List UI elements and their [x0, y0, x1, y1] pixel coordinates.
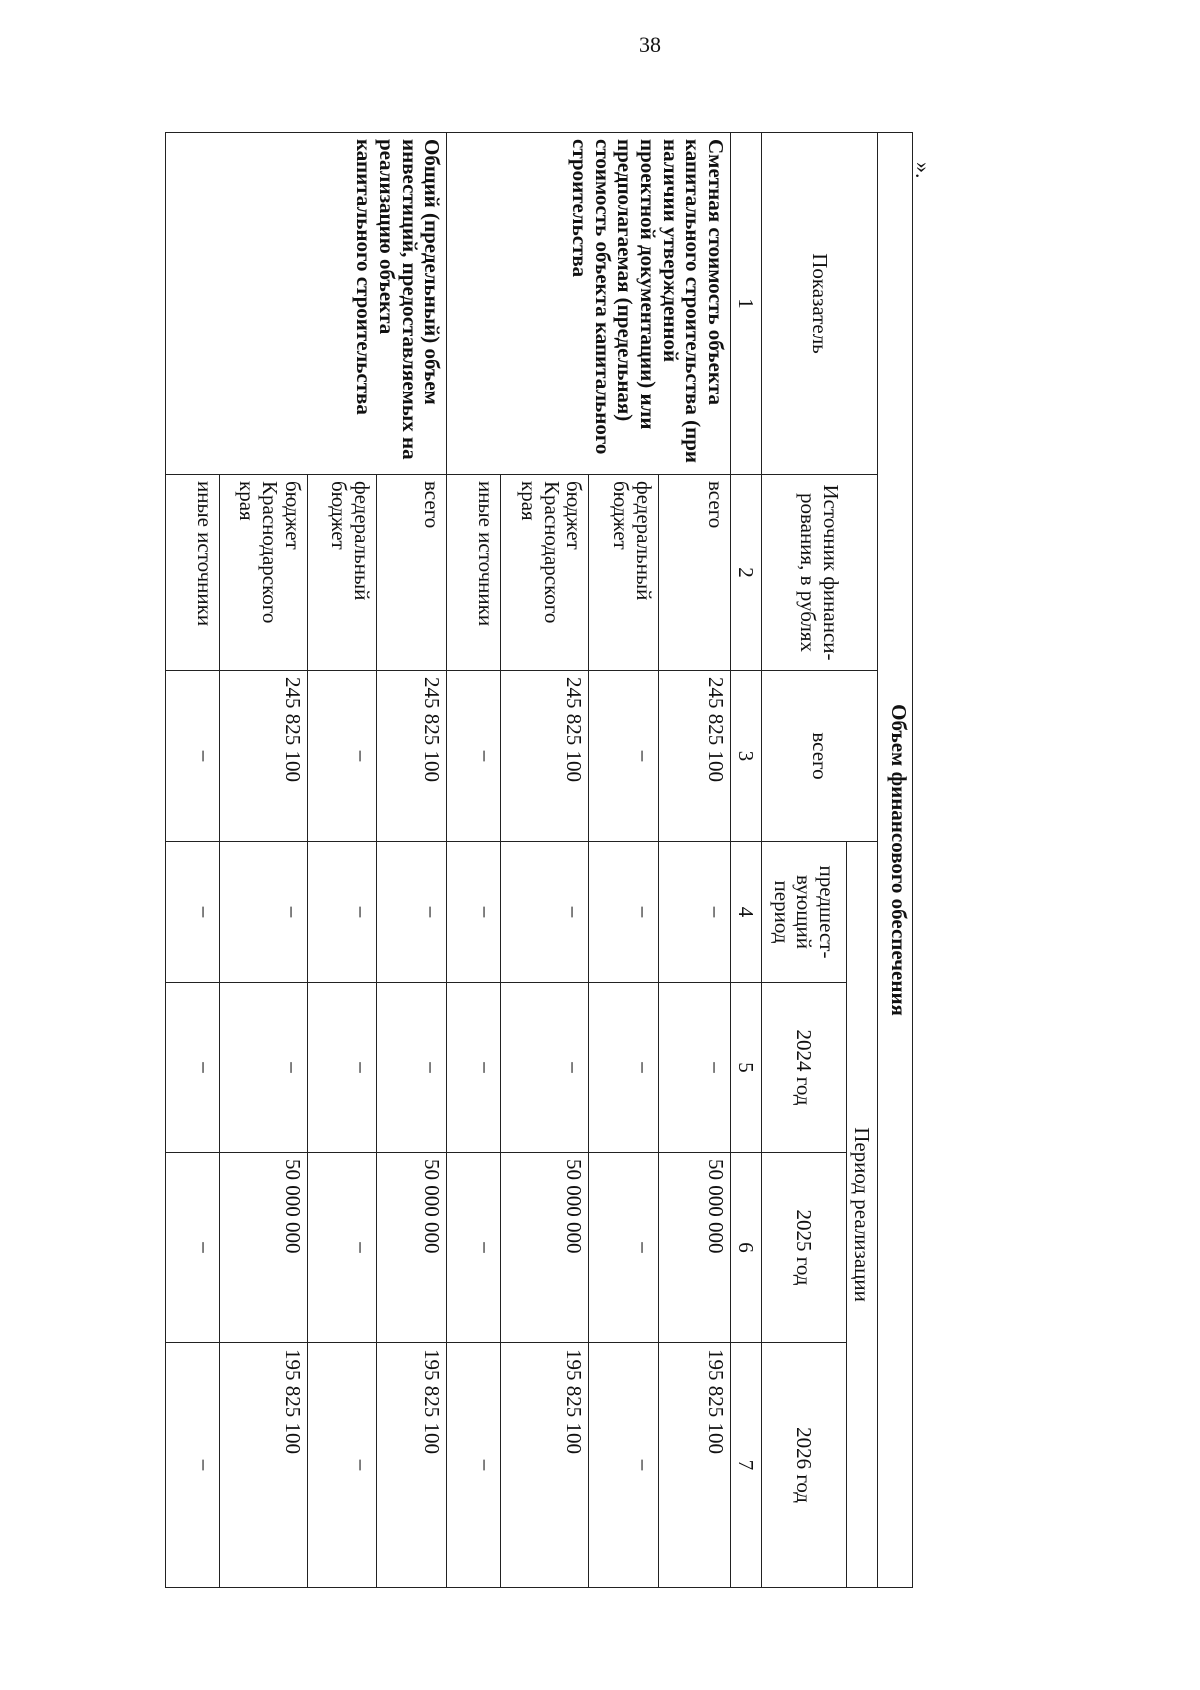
- value-cell-total: 245 825 100: [377, 671, 447, 842]
- value-cell-y2024: –: [589, 983, 658, 1153]
- source-cell: иные источники: [447, 475, 501, 671]
- value-cell-previous: –: [219, 842, 307, 983]
- value-cell-y2026: –: [589, 1343, 658, 1588]
- value-cell-y2024: –: [501, 983, 589, 1153]
- value-cell-previous: –: [658, 842, 730, 983]
- value-cell-y2026: –: [166, 1343, 220, 1588]
- value-cell-y2025: –: [589, 1153, 658, 1343]
- source-cell: всего: [658, 475, 730, 671]
- closing-quote-mark: ».: [911, 162, 936, 179]
- column-number-3: 3: [730, 671, 761, 842]
- header-indicator: Показатель: [761, 133, 877, 475]
- column-number-5: 5: [730, 983, 761, 1153]
- source-cell: всего: [377, 475, 447, 671]
- value-cell-y2024: –: [307, 983, 376, 1153]
- indicator-cell: Сметная стоимость объекта капитального строительства (при наличии утвержденной проектной документации) или предполагаемая (предельная) стоимость объекта капитального строительства: [447, 133, 730, 475]
- indicator-cell: Общий (предельный) объем инвестиций, предоставляемых на реализацию объекта капитального строительства: [166, 133, 447, 475]
- header-2026: 2026 год: [761, 1343, 846, 1588]
- source-cell: бюджет Краснодарского края: [219, 475, 307, 671]
- header-previous: предшест-вующий период: [761, 842, 846, 983]
- value-cell-y2024: –: [377, 983, 447, 1153]
- value-cell-y2025: 50 000 000: [658, 1153, 730, 1343]
- value-cell-previous: –: [166, 842, 220, 983]
- header-source: Источник финанси-рования, в рублях: [761, 475, 877, 671]
- table-title: Объем финансового обеспечения: [877, 133, 912, 1588]
- column-number-7: 7: [730, 1343, 761, 1588]
- value-cell-previous: –: [307, 842, 376, 983]
- value-cell-previous: –: [589, 842, 658, 983]
- value-cell-total: 245 825 100: [658, 671, 730, 842]
- value-cell-previous: –: [447, 842, 501, 983]
- value-cell-y2025: 50 000 000: [501, 1153, 589, 1343]
- value-cell-previous: –: [501, 842, 589, 983]
- table-row: [658, 133, 730, 1588]
- value-cell-y2026: 195 825 100: [658, 1343, 730, 1588]
- value-cell-y2026: –: [307, 1343, 376, 1588]
- value-cell-previous: –: [377, 842, 447, 983]
- value-cell-total: –: [589, 671, 658, 842]
- source-cell: федеральный бюджет: [589, 475, 658, 671]
- column-number-1: 1: [730, 133, 761, 475]
- source-cell: иные источники: [166, 475, 220, 671]
- header-period-group: Период реализации: [846, 842, 877, 1588]
- value-cell-y2024: –: [658, 983, 730, 1153]
- value-cell-y2025: –: [447, 1153, 501, 1343]
- value-cell-total: –: [447, 671, 501, 842]
- financing-table: [165, 132, 913, 1588]
- value-cell-y2026: 195 825 100: [501, 1343, 589, 1588]
- column-number-2: 2: [730, 475, 761, 671]
- value-cell-total: 245 825 100: [501, 671, 589, 842]
- value-cell-total: 245 825 100: [219, 671, 307, 842]
- column-number-4: 4: [730, 842, 761, 983]
- value-cell-total: –: [166, 671, 220, 842]
- rotated-table-wrapper: [165, 132, 913, 1587]
- value-cell-total: –: [307, 671, 376, 842]
- column-number-6: 6: [730, 1153, 761, 1343]
- header-total: всего: [761, 671, 877, 842]
- table-row: [377, 133, 447, 1588]
- value-cell-y2025: –: [307, 1153, 376, 1343]
- value-cell-y2026: 195 825 100: [219, 1343, 307, 1588]
- value-cell-y2025: 50 000 000: [219, 1153, 307, 1343]
- value-cell-y2025: 50 000 000: [377, 1153, 447, 1343]
- value-cell-y2026: 195 825 100: [377, 1343, 447, 1588]
- value-cell-y2024: –: [447, 983, 501, 1153]
- header-2025: 2025 год: [761, 1153, 846, 1343]
- value-cell-y2026: –: [447, 1343, 501, 1588]
- source-cell: федеральный бюджет: [307, 475, 376, 671]
- source-cell: бюджет Краснодарского края: [501, 475, 589, 671]
- page-number: 38: [639, 32, 661, 57]
- value-cell-y2024: –: [219, 983, 307, 1153]
- value-cell-y2024: –: [166, 983, 220, 1153]
- value-cell-y2025: –: [166, 1153, 220, 1343]
- header-2024: 2024 год: [761, 983, 846, 1153]
